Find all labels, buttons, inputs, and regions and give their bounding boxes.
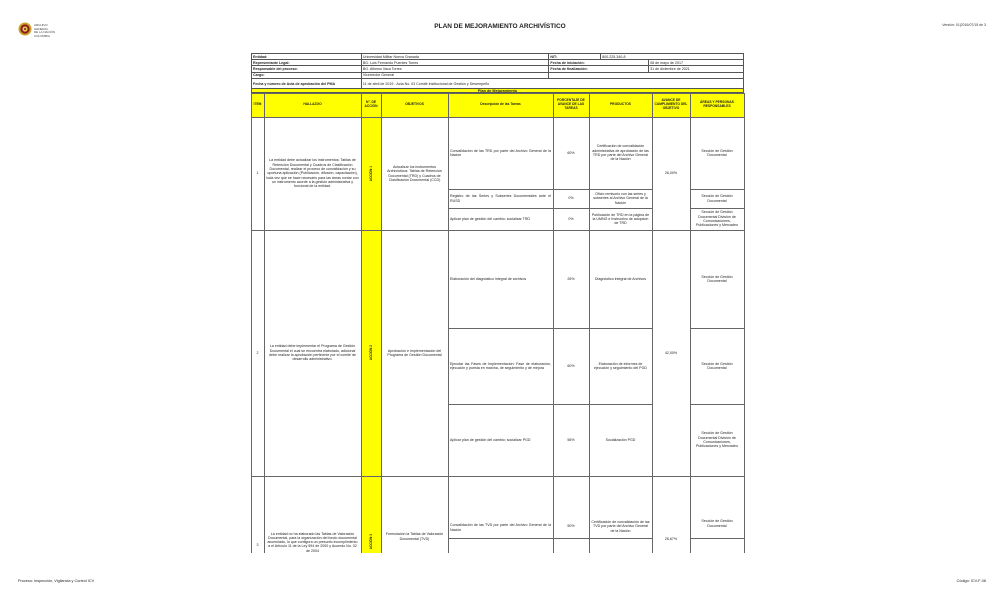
resp-label: Responsable del proceso: — [252, 66, 362, 72]
col-header-areas: ÁREAS Y PERSONAS RESPONSABLES — [690, 93, 744, 117]
grid-line — [690, 538, 744, 539]
row3-accion: ACCIÓN 3 — [368, 533, 373, 549]
row1-task3-tarea: Aplicar plan de gestión del cambio; socializar TRD — [450, 216, 531, 221]
inicio-label: Fecha de iniciación: — [549, 60, 649, 66]
row2-avance: 42,00% — [664, 350, 678, 355]
row2-task3-pct: 56% — [567, 437, 575, 442]
col-header-tareas: Descripción de las Tareas — [448, 93, 553, 117]
grid-line — [553, 93, 554, 553]
grid-line — [251, 230, 744, 231]
cargo-label: Cargo: — [252, 72, 362, 78]
entidad-label: Entidad: — [252, 54, 362, 60]
footer-process: Proceso: Inspección, Vigilancia y Control ICV — [18, 579, 95, 583]
row1-hallazgo: La entidad debe actualizar los instrumentos: Tablas de Retención Documental y Cuadros de Clasificación Documental, realizar el proceso de convalidación y su oportuna aplicación (Publicación, difusión, capacitación), toda vez que se hace necesario para las áreas contar con un instrumento acorde a la gestión administrativa y funcional de la entidad. — [266, 158, 359, 189]
row3-hallazgo: La entidad no ha elaborado las Tablas de Valoración Documental, para la organización del fondo documental acumulado, lo que configura un presunto incumplimiento a el Artículo 11 de la Ley 594 de 2000 y Acuerdo No. 02 de 2004 — [267, 531, 358, 553]
rep-value: BG. Luis Fernando Puentes Torres — [361, 60, 549, 66]
grid-line — [690, 93, 691, 553]
row2-task1-area: Sección de Gestión Documental — [701, 274, 733, 283]
fin-label: Fecha de finalización: — [549, 66, 649, 72]
logo-line: ARCHIVO — [34, 23, 48, 27]
grid-line — [251, 117, 744, 118]
row2-task2-pct: 60% — [567, 363, 575, 368]
row2-item: 2 — [256, 350, 259, 355]
row3-item: 3 — [256, 542, 259, 547]
version-label: Versión: 01|2016/07/15 de 3 — [942, 23, 986, 27]
acta-value: 11 de abril de 2019 - Acta No. 03 Comité Institucional de Gestión y Desempeño — [361, 78, 743, 89]
grid-line — [251, 93, 252, 553]
row1-task2-tarea: Registro de las Series y Subseries Documentales ante el RUSD — [450, 194, 551, 203]
row1-task1-producto: Certificación de convalidación administrativa de aprobación de las TRD por parte del Archivo General de la Nación — [592, 144, 649, 162]
row2-task2-area: Sección de Gestión Documental — [701, 361, 733, 370]
row2-task1-pct: 26% — [567, 276, 575, 281]
row2-objetivo: Aprobación e Implementación del Programa de Gestión Documental — [387, 348, 442, 357]
row1-accion-wrap — [361, 117, 381, 230]
inicio-value: 08 de mayo de 2017 — [649, 60, 744, 66]
grid-line — [690, 328, 744, 329]
resp-value: BG. Alfonso Vaca Torres — [361, 66, 549, 72]
col-header-objetivos: OBJETIVOS — [381, 93, 448, 117]
row2-task1-producto: Diagnóstico integral de Archivos — [594, 276, 647, 281]
row2-task1-tarea: Elaboración del diagnóstico integral de archivos — [450, 276, 527, 281]
row1-avance: 26,00% — [664, 171, 678, 176]
row3-accion-wrap — [361, 476, 381, 553]
col-header-avance: AVANCE DE CUMPLIMIENTO DEL OBJETIVO — [652, 93, 690, 117]
col-header-porcentaje: PORCENTAJE DE AVANCE DE LAS TAREAS — [553, 93, 589, 117]
fin-value: 31 de diciembre de 2021 — [649, 66, 744, 72]
row3-task1-area: Sección de Gestión Documental — [701, 519, 733, 528]
nit-label: NIT: — [549, 54, 601, 60]
footer-code: Código: ICV-F-06 — [956, 579, 986, 583]
row1-task2-pct: 0% — [568, 196, 574, 201]
row2-task3-area: Sección de Gestión Documental División de Comunicaciones, Publicaciones y Mercadeo — [696, 431, 738, 449]
grid-line — [251, 93, 744, 94]
grid-line — [690, 208, 744, 209]
grid-line — [652, 93, 653, 553]
row1-task1-pct: 60% — [567, 150, 575, 155]
info-table — [251, 53, 744, 90]
entidad-value: Universidad Militar Nueva Granada — [361, 54, 549, 60]
col-header-productos: PRODUCTOS — [589, 93, 652, 117]
grid-line — [448, 328, 652, 329]
row1-accion: ACCIÓN 1 — [368, 165, 373, 182]
grid-line — [448, 189, 652, 190]
grid-line — [264, 93, 265, 553]
plan-table — [251, 93, 744, 553]
row1-task2-area: Sección de Gestión Documental — [701, 194, 733, 203]
nit-value: 800.225.340-8 — [601, 54, 744, 60]
row3-avance: 26,67% — [664, 536, 678, 541]
grid-line — [448, 93, 449, 553]
cargo-value: Vicerrector General — [361, 72, 549, 78]
grid-line — [361, 93, 362, 553]
row2-task2-tarea: Ejecutar las Fases de Implementación: Fase de elaboración, ejecución y puesta en marcha, de seguimiento y de mejora — [450, 361, 551, 370]
row2-task3-producto: Socialización PGD — [605, 437, 636, 442]
grid-line — [690, 404, 744, 405]
row2-hallazgo: La entidad debe implementar el Programa de Gestión Documental el cual se encuentra elaborado, adicional debe realizar la aprobación pertinente por el comité de desarrollo administrativo. — [269, 344, 356, 362]
row3-objetivo: Formulación la Tablas de Valoración Documental (TVD) — [385, 532, 444, 541]
col-header-accion: N°. DE ACCIÓN — [361, 93, 381, 117]
row1-objetivo: Actualizar los instrumentos Archivísticos: Tablas de Retención Documental (TRD) y Cuadros de Clasificación Documental (CCD) — [387, 164, 442, 182]
grid-line — [381, 93, 382, 553]
row2-task2-producto: Elaboración de informes de ejecución y seguimiento del PGD — [594, 361, 647, 370]
grid-line — [448, 208, 652, 209]
row1-item: 1 — [256, 171, 259, 176]
logo-line: GENERAL — [34, 26, 49, 31]
row2-accion-wrap — [361, 230, 381, 476]
row1-task1-area: Sección de Gestión Documental — [701, 148, 733, 157]
row1-task1-tarea: Convalidación de las TRD por parte del Archivo General de la Nación — [450, 148, 551, 157]
plan-title: Plan de Mejoramiento — [251, 88, 744, 93]
page-title: PLAN DE MEJORAMIENTO ARCHIVÍSTICO — [434, 23, 566, 30]
row2-accion: ACCIÓN 2 — [368, 345, 373, 361]
col-header-item: ITEM — [251, 93, 264, 117]
row3-task1-tarea: Convalidación de las TVD por parte del Archivo General de la Nación — [450, 523, 551, 532]
grid-line — [744, 93, 745, 553]
row1-task3-producto: Publicación de TRD en la página de la UMNG e Instructivo de adopción de TRD — [591, 212, 650, 226]
grid-line — [589, 93, 590, 553]
row1-task2-producto: Oficio remisorio con las series y subseries al Archivo General de la Nación — [593, 192, 648, 205]
col-header-hallazgo: HALLAZGO — [264, 93, 361, 117]
rep-label: Representante Legal: — [252, 60, 362, 66]
grid-line — [448, 538, 652, 539]
row2-task3-tarea: Aplicar plan de gestión del cambio; socializar PGD — [450, 437, 531, 442]
row1-task3-pct: 0% — [568, 216, 574, 221]
logo-line: COLOMBIA — [34, 33, 50, 38]
row3-task1-producto: Certificación de convalidación de las TVD por parte del Archivo General de la Nación — [591, 520, 650, 533]
grid-line — [251, 476, 744, 477]
logo-line: DE LA NACIÓN — [34, 30, 56, 35]
row1-task3-area: Sección de Gestión Documental División de Comunicaciones, Publicaciones y Mercadeo — [696, 210, 738, 228]
row3-task1-pct: 50% — [567, 523, 575, 528]
acta-label: Fecha y número de Acta de aprobación del PMA — [252, 78, 362, 89]
grid-line — [448, 404, 652, 405]
grid-line — [690, 189, 744, 190]
